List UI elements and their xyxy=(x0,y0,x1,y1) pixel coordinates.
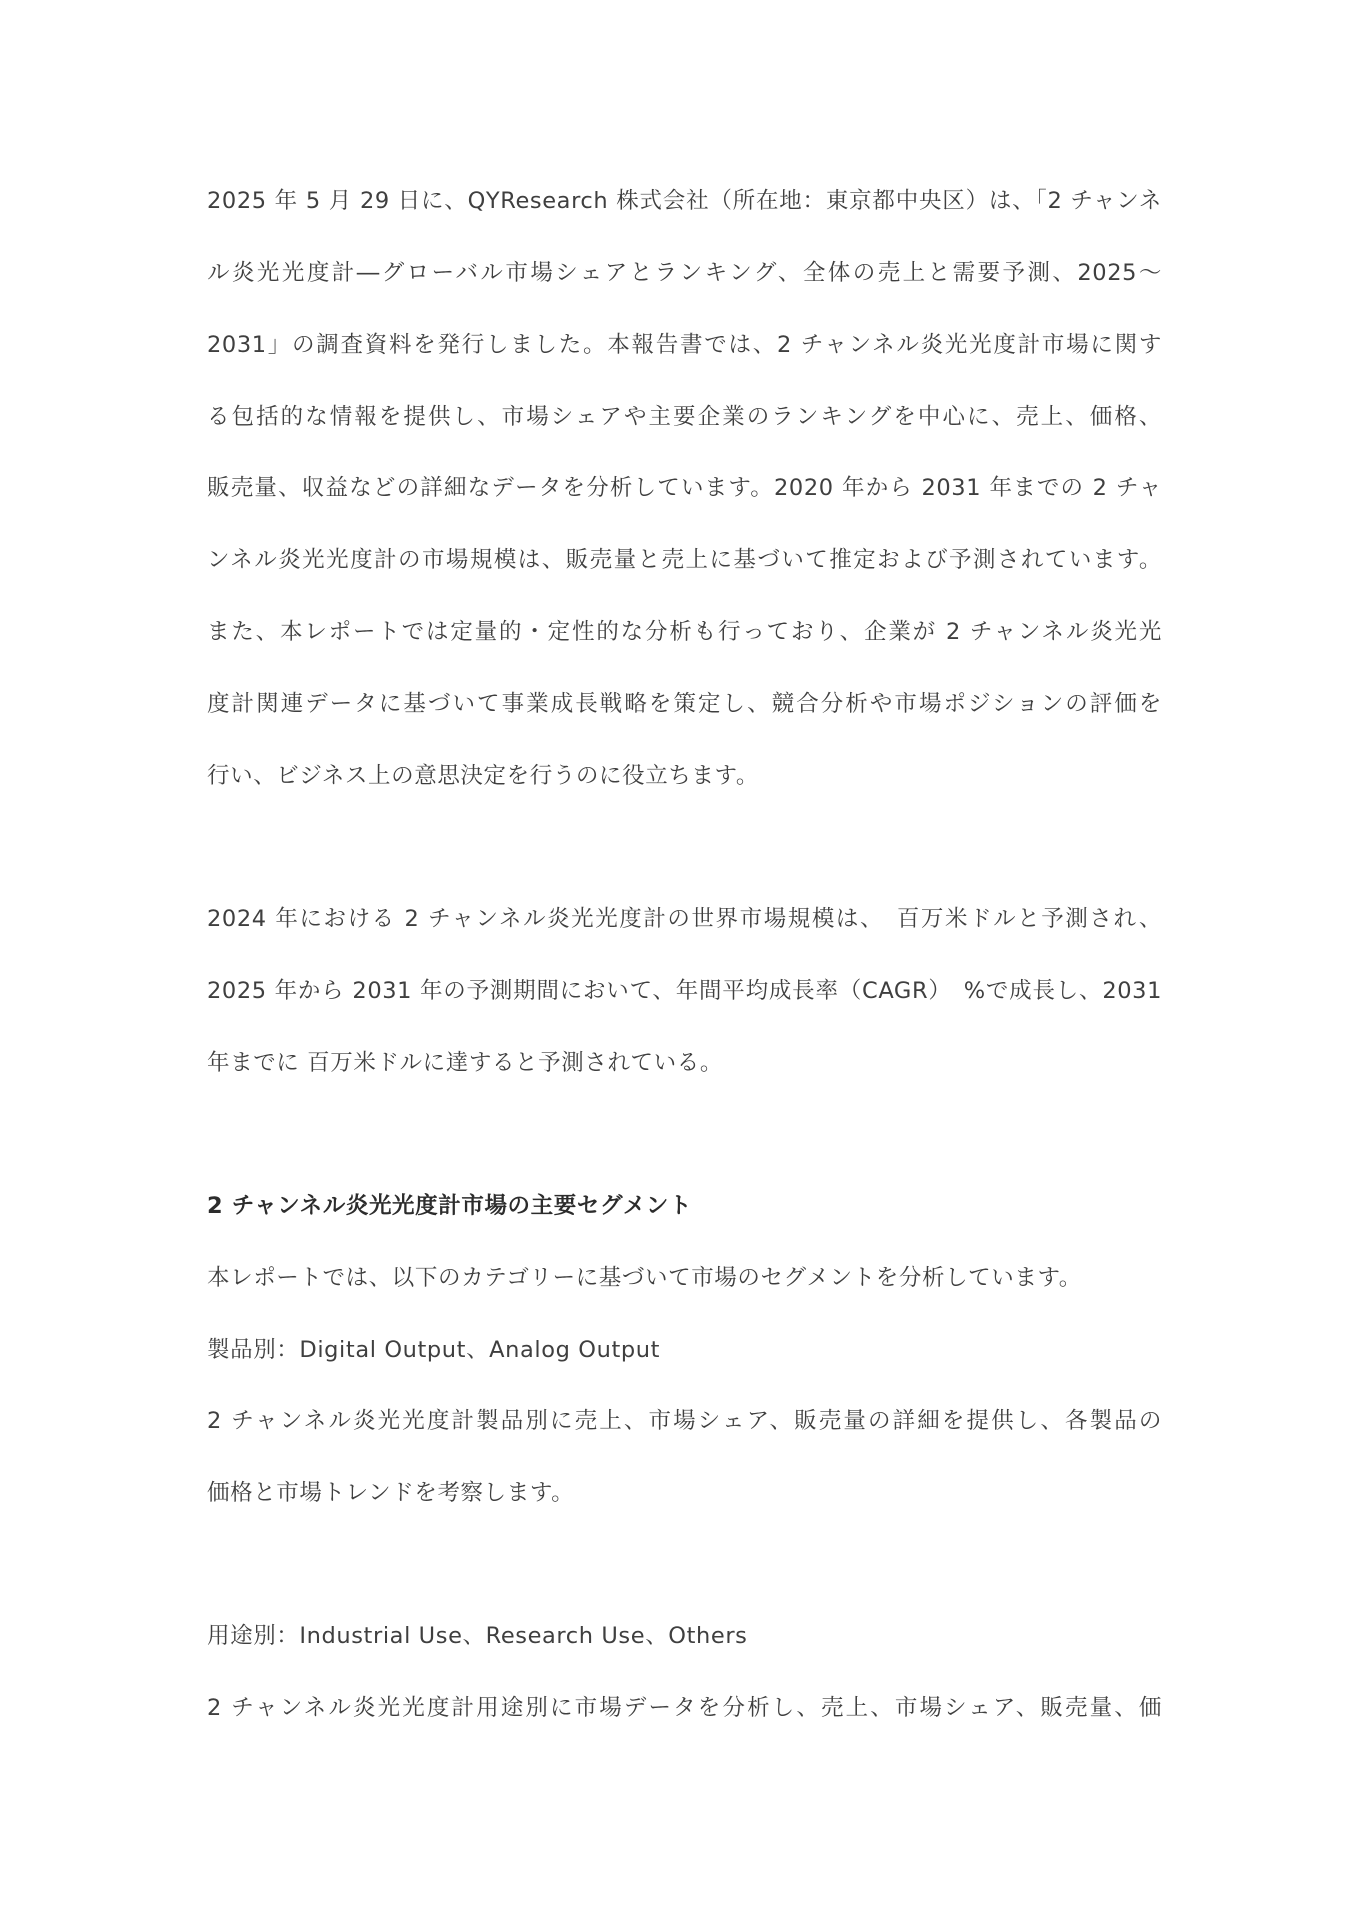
intro-line: 行い、ビジネス上の意思決定を行うのに役立ちます。 xyxy=(207,763,759,789)
market-line: 年までに 百万米ドルに達すると予測されている。 xyxy=(207,1050,723,1076)
segments-heading: 2 チャンネル炎光光度計市場の主要セグメント xyxy=(207,1193,693,1219)
intro-line: 販売量、収益などの詳細なデータを分析しています。2020 年から 2031 年までの 2 チャ xyxy=(207,475,1162,501)
intro-line: ル炎光光度計―グローバル市場シェアとランキング、全体の売上と需要予測、2025～ xyxy=(207,260,1162,286)
product-segment-desc: 2 チャンネル炎光光度計製品別に売上、市場シェア、販売量の詳細を提供し、各製品の xyxy=(207,1408,1162,1434)
segments-intro: 本レポートでは、以下のカテゴリーに基づいて市場のセグメントを分析しています。 xyxy=(207,1265,1082,1291)
application-segment-label: 用途別：Industrial Use、Research Use、Others xyxy=(207,1623,748,1649)
intro-line: 2031」の調査資料を発行しました。本報告書では、2 チャンネル炎光光度計市場に関す xyxy=(207,332,1162,358)
intro-line: ンネル炎光光度計の市場規模は、販売量と売上に基づいて推定および予測されています。 xyxy=(207,547,1162,573)
intro-line: る包括的な情報を提供し、市場シェアや主要企業のランキングを中心に、売上、価格、 xyxy=(207,404,1162,430)
market-line: 2025 年から 2031 年の予測期間において、年間平均成長率（CAGR） %で成長し、2031 xyxy=(207,978,1162,1004)
intro-line: 2025 年 5 月 29 日に、QYResearch 株式会社（所在地：東京都中央区）は、「2 チャンネ xyxy=(207,188,1162,214)
product-segment-desc: 価格と市場トレンドを考察します。 xyxy=(207,1480,575,1506)
market-line: 2024 年における 2 チャンネル炎光光度計の世界市場規模は、 百万米ドルと予測され、 xyxy=(207,906,1162,932)
intro-line: 度計関連データに基づいて事業成長戦略を策定し、競合分析や市場ポジションの評価を xyxy=(207,691,1162,717)
product-segment-label: 製品別：Digital Output、Analog Output xyxy=(207,1337,661,1363)
intro-line: また、本レポートでは定量的・定性的な分析も行っており、企業が 2 チャンネル炎光光 xyxy=(207,619,1162,645)
application-segment-desc: 2 チャンネル炎光光度計用途別に市場データを分析し、売上、市場シェア、販売量、価 xyxy=(207,1695,1162,1721)
